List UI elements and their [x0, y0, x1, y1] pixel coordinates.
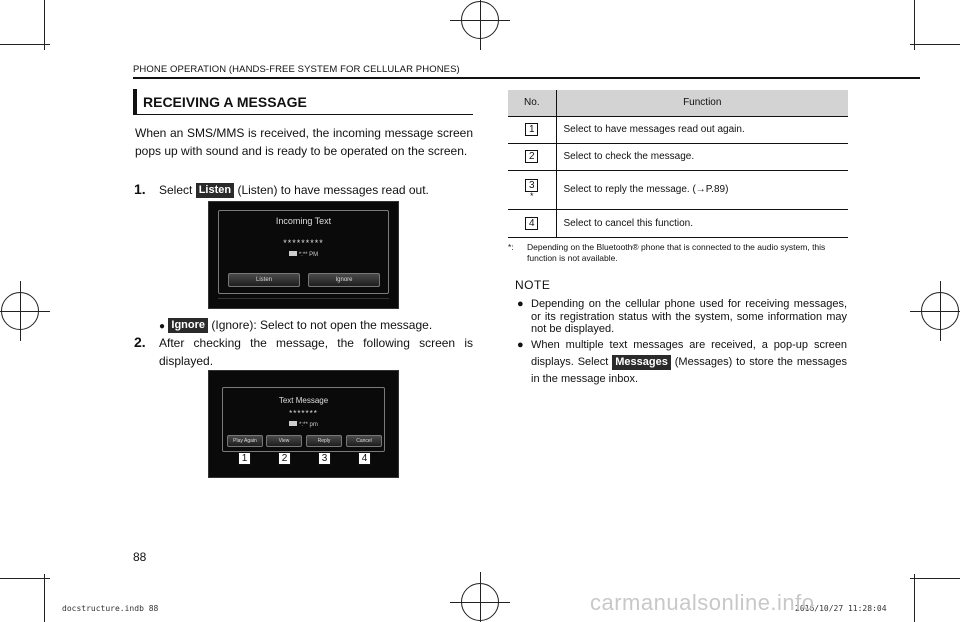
note-item-2-pre: When multiple text messages are received, a pop-up screen displays. Select	[531, 339, 847, 368]
message-time	[209, 421, 398, 428]
section-title-text: RECEIVING A MESSAGE	[143, 94, 307, 110]
running-header: PHONE OPERATION (HANDS-FREE SYSTEM FOR CELLULAR PHONES)	[133, 64, 460, 75]
footnote-text: Depending on the Bluetooth® phone that is connected to the audio system, this function is not available.	[527, 242, 826, 263]
slug-right: 2016/10/27 11:28:04	[795, 604, 887, 613]
message-time	[209, 251, 398, 258]
row-number: 3	[525, 179, 538, 192]
row-number-cell	[508, 209, 556, 237]
bottom-bar	[218, 298, 389, 304]
view-button[interactable]: View	[266, 435, 302, 447]
row-function: Select to have messages read out again.	[556, 116, 848, 143]
note-item-2-post: (Messages) to store the messages in the message inbox.	[531, 356, 847, 385]
registration-mark-top	[461, 1, 499, 39]
table-row	[508, 170, 848, 209]
col-header-no: No.	[508, 90, 556, 116]
step-1-suffix: (Listen) to have messages read out.	[237, 183, 429, 197]
footnote	[508, 242, 848, 264]
registration-mark-right	[921, 292, 959, 330]
section-title	[133, 89, 473, 115]
page-number: 88	[133, 550, 147, 564]
ignore-bullet	[159, 316, 432, 336]
crop-mark	[914, 574, 915, 622]
reply-button[interactable]: Reply	[306, 435, 342, 447]
row-function: Select to check the message.	[556, 143, 848, 170]
sender-stars: *******	[289, 409, 318, 418]
ignore-button[interactable]: Ignore	[308, 273, 380, 287]
crop-mark	[0, 578, 50, 579]
crop-mark	[0, 44, 50, 45]
step-1-number: 1.	[134, 181, 146, 197]
row-mark: *	[529, 190, 534, 201]
step-1-text	[159, 181, 429, 199]
ignore-badge: Ignore	[168, 318, 208, 333]
row-number: 2	[525, 150, 538, 163]
message-time-text: *:** PM	[298, 252, 319, 258]
callout-4: 4	[358, 452, 371, 465]
table-row	[508, 143, 848, 170]
crop-mark	[44, 0, 45, 50]
note-bullet: ●	[517, 298, 524, 310]
listen-button[interactable]: Listen	[228, 273, 300, 287]
function-table	[508, 90, 848, 238]
row-number-cell	[508, 116, 556, 143]
row-number: 1	[525, 123, 538, 136]
note-heading: NOTE	[515, 278, 551, 292]
crop-mark	[44, 574, 45, 622]
note-item-1-text: Depending on the cellular phone used for receiving messages, or its registration status with the system, some information may not be displayed.	[531, 298, 847, 335]
callout-3: 3	[318, 452, 331, 465]
intro-paragraph: When an SMS/MMS is received, the incoming message screen pops up with sound and is ready to be operated on the screen.	[135, 126, 473, 158]
crop-mark	[910, 44, 960, 45]
ignore-bullet-text: (Ignore): Select to not open the message.	[211, 318, 433, 332]
callout-2: 2	[278, 452, 291, 465]
messages-badge: Messages	[612, 355, 671, 370]
row-number-cell	[508, 170, 556, 209]
note-item-2-text	[531, 337, 847, 388]
crop-mark	[914, 0, 915, 50]
table-row	[508, 116, 848, 143]
col-header-function: Function	[556, 90, 848, 116]
crop-mark	[910, 578, 960, 579]
slug-left: docstructure.indb 88	[62, 604, 159, 613]
table-row	[508, 209, 848, 237]
row-function: Select to reply the message. (→P.89)	[556, 170, 848, 209]
row-number: 4	[525, 217, 538, 230]
registration-mark-bottom	[461, 583, 499, 621]
popup-title: Incoming Text	[275, 216, 332, 226]
note-bullet: ●	[517, 339, 524, 351]
bullet-dot: ●	[159, 321, 166, 332]
message-icon	[289, 421, 297, 426]
note-item-2	[517, 337, 847, 388]
footnote-marker: *:	[508, 242, 514, 252]
text-message-screenshot	[208, 370, 399, 478]
sender-stars: *********	[283, 238, 324, 248]
row-function: Select to cancel this function.	[556, 209, 848, 237]
step-1-prefix: Select	[159, 183, 193, 197]
table-header-row	[508, 90, 848, 116]
message-icon	[289, 251, 297, 256]
row-number-cell	[508, 143, 556, 170]
step-2-number: 2.	[134, 334, 146, 350]
note-item-1	[517, 298, 847, 336]
registration-mark-left	[1, 292, 39, 330]
message-time-text: *:** pm	[299, 422, 318, 428]
watermark: carmanualsonline.info	[590, 590, 815, 615]
listen-badge: Listen	[196, 183, 234, 198]
incoming-text-screenshot	[208, 201, 399, 309]
play-again-button[interactable]: Play Again	[227, 435, 263, 447]
step-2-text: After checking the message, the following screen is displayed.	[159, 336, 473, 368]
header-rule	[133, 77, 920, 79]
popup-title: Text Message	[278, 396, 329, 405]
cancel-button[interactable]: Cancel	[346, 435, 382, 447]
callout-1: 1	[238, 452, 251, 465]
